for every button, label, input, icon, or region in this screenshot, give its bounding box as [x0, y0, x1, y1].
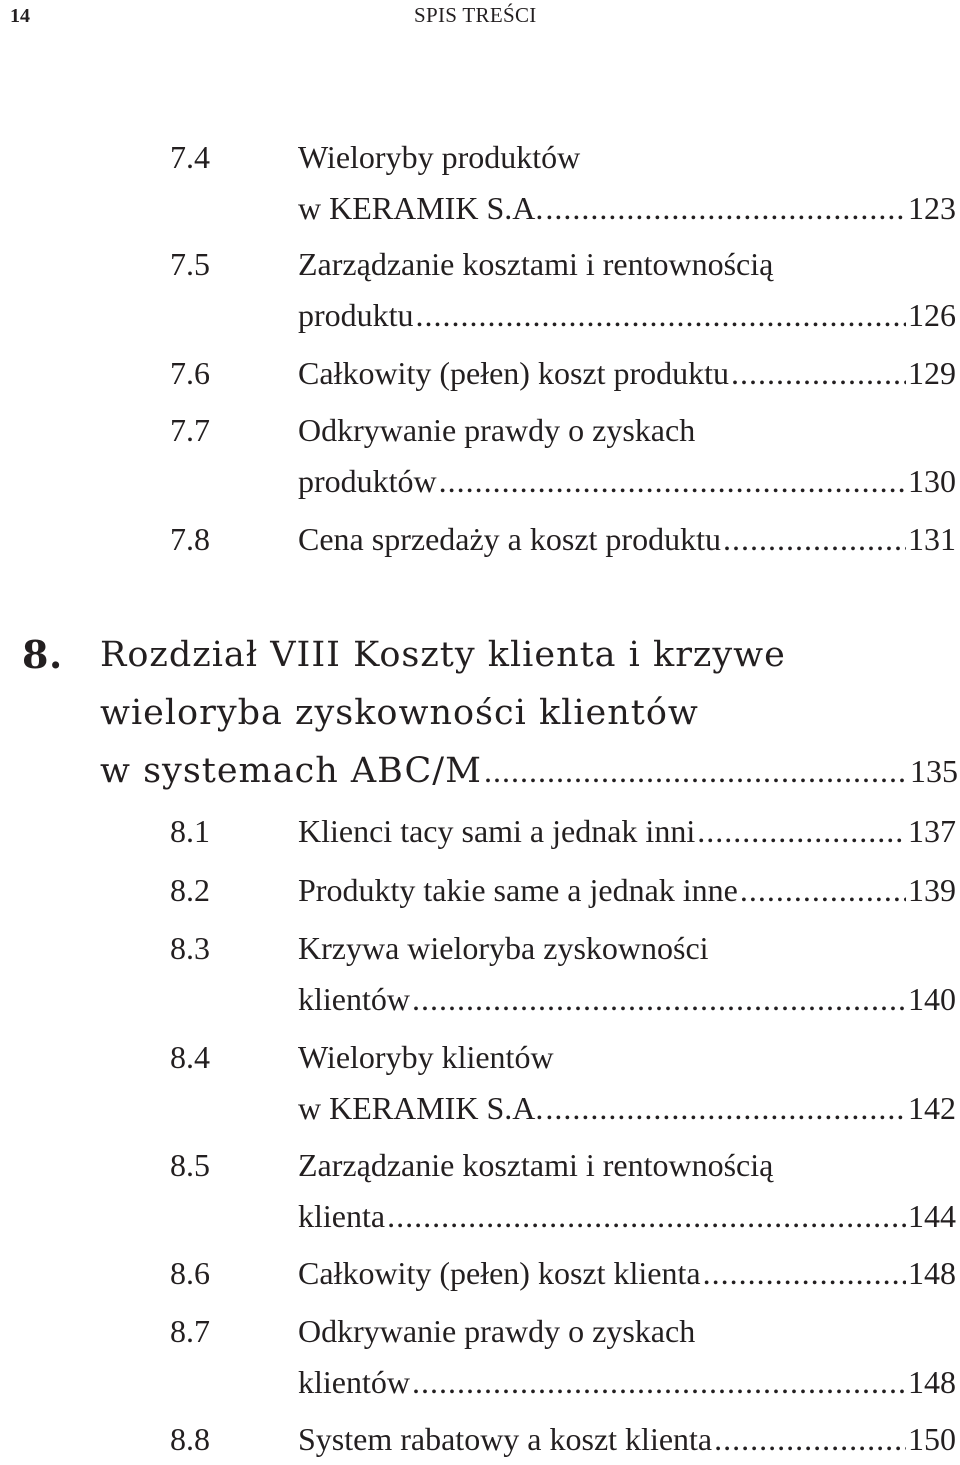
dot-leader — [412, 974, 906, 1025]
section-number: 8.3 — [170, 930, 210, 966]
section-number: 8.8 — [170, 1421, 210, 1457]
page-ref: 137 — [908, 813, 956, 849]
section-title: Odkrywanie prawdy o zyskach — [298, 1313, 696, 1349]
section-number: 7.5 — [170, 246, 210, 282]
page-ref: 139 — [908, 872, 956, 908]
page-ref: 142 — [908, 1090, 956, 1126]
page-ref: 129 — [908, 355, 956, 391]
dot-leader — [545, 183, 906, 234]
section-title: Odkrywanie prawdy o zyskach — [298, 412, 696, 448]
page-ref: 150 — [908, 1421, 956, 1457]
section-number: 7.4 — [170, 139, 210, 175]
page-ref: 131 — [908, 521, 956, 557]
section-title-cont: w KERAMIK S.A. — [298, 190, 544, 226]
section-title: Całkowity (pełen) koszt klienta — [298, 1255, 701, 1291]
section-title-cont: produktu — [298, 297, 414, 333]
section-title: Zarządzanie kosztami i rentownością — [298, 1147, 774, 1183]
section-number: 7.7 — [170, 412, 210, 448]
section-number: 8.6 — [170, 1255, 210, 1291]
page-ref: 140 — [908, 981, 956, 1017]
page-ref: 123 — [908, 190, 956, 226]
dot-leader — [714, 1414, 906, 1465]
page-number: 14 — [10, 5, 30, 27]
dot-leader — [412, 1357, 906, 1408]
section-title-cont: produktów — [298, 463, 437, 499]
section-title: Produkty takie same a jednak inne — [298, 872, 738, 908]
dot-leader — [484, 742, 908, 800]
section-title: Cena sprzedaży a koszt produktu — [298, 521, 721, 557]
dot-leader — [740, 865, 906, 916]
dot-leader — [439, 456, 906, 507]
section-title: Wieloryby produktów — [298, 139, 581, 175]
section-number: 7.8 — [170, 521, 210, 557]
section-title: Klienci tacy sami a jednak inni — [298, 813, 696, 849]
section-title-cont: klientów — [298, 981, 410, 1017]
section-number: 7.6 — [170, 355, 210, 391]
dot-leader — [731, 348, 906, 399]
section-title: System rabatowy a koszt klienta — [298, 1421, 713, 1457]
section-title-cont: klientów — [298, 1364, 410, 1400]
page-ref: 126 — [908, 297, 956, 333]
dot-leader — [723, 514, 906, 565]
section-number: 8.4 — [170, 1039, 210, 1075]
running-head: SPIS TREŚCI — [414, 3, 537, 27]
section-title-cont: klienta — [298, 1198, 386, 1234]
section-title: Całkowity (pełen) koszt produktu — [298, 355, 730, 391]
dot-leader — [416, 290, 906, 341]
page-ref: 130 — [908, 463, 956, 499]
section-number: 8.2 — [170, 872, 210, 908]
page-ref: 148 — [908, 1364, 956, 1400]
section-title: Wieloryby klientów — [298, 1039, 554, 1075]
page-ref: 148 — [908, 1255, 956, 1291]
chapter-title-cont: wieloryba zyskowności klientów — [100, 693, 699, 733]
dot-leader — [703, 1248, 906, 1299]
section-title: Zarządzanie kosztami i rentownością — [298, 246, 774, 282]
section-number: 8.5 — [170, 1147, 210, 1183]
section-number: 8.7 — [170, 1313, 210, 1349]
page-ref: 144 — [908, 1198, 956, 1234]
dot-leader — [545, 1083, 906, 1134]
page-ref: 135 — [910, 753, 958, 789]
chapter-title-cont: w systemach ABC/M — [100, 751, 482, 791]
section-title-cont: w KERAMIK S.A. — [298, 1090, 544, 1126]
chapter-number: 8. — [22, 632, 63, 677]
dot-leader — [697, 806, 906, 857]
dot-leader — [387, 1191, 906, 1242]
section-number: 8.1 — [170, 813, 210, 849]
section-title: Krzywa wieloryba zyskowności — [298, 930, 709, 966]
chapter-title: Rozdział VIII Koszty klienta i krzywe — [100, 635, 786, 675]
